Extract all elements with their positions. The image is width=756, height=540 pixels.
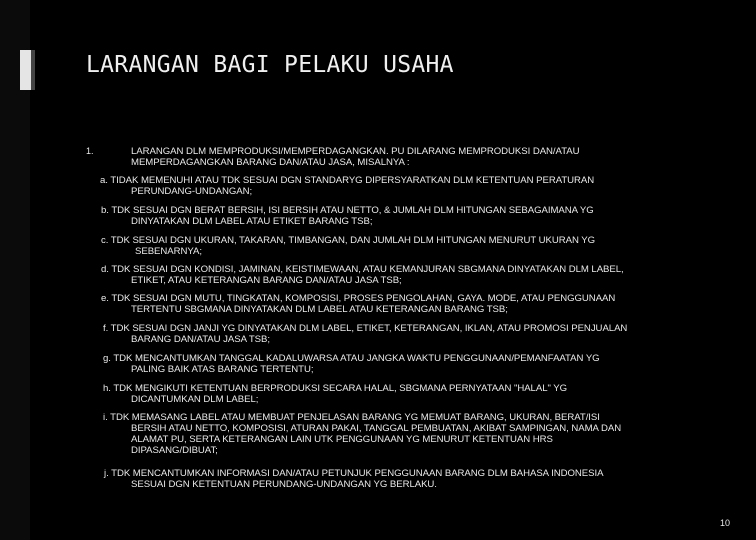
item-h-line: DICANTUMKAN DLM LABEL;	[131, 394, 259, 405]
item-c-line: SEBENARNYA;	[135, 246, 202, 257]
item-e-line: e. TDK SESUAI DGN MUTU, TINGKATAN, KOMPOSISI, PROSES PENGOLAHAN, GAYA. MODE, ATAU PENGGUNAAN	[101, 293, 616, 304]
item-f-line: f. TDK SESUAI DGN JANJI YG DINYATAKAN DLM LABEL, ETIKET, KETERANGAN, IKLAN, ATAU PROMOSI PENJUALAN	[103, 323, 628, 334]
slide-title: LARANGAN BAGI PELAKU USAHA	[86, 52, 454, 78]
item-i-line: ALAMAT PU, SERTA KETERANGAN LAIN UTK PENGGUNAAN YG MENURUT KETENTUAN HRS	[131, 434, 553, 445]
item-f-line: BARANG DAN/ATAU JASA TSB;	[131, 334, 270, 345]
item-b-line: DINYATAKAN DLM LABEL ATAU ETIKET BARANG TSB;	[131, 216, 373, 227]
page-number: 10	[719, 518, 730, 528]
item-i-line: BERSIH ATAU NETTO, KOMPOSISI, ATURAN PAKAI, TANGGAL PEMBUATAN, AKIBAT SAMPINGAN, NAMA DAN	[131, 423, 622, 434]
item-g-line: PALING BAIK ATAS BARANG TERTENTU;	[131, 364, 314, 375]
item-a-line: a. TIDAK MEMENUHI ATAU TDK SESUAI DGN STANDARYG DIPERSYARATKAN DLM KETENTUAN PERATURAN	[100, 175, 595, 186]
item-i-line: DIPASANG/DIBUAT;	[131, 445, 218, 456]
intro-line: LARANGAN DLM MEMPRODUKSI/MEMPERDAGANGKAN. PU DILARANG MEMPRODUKSI DAN/ATAU	[131, 146, 580, 157]
item-e-line: TERTENTU SBGMANA DINYATAKAN DLM LABEL ATAU KETERANGAN BARANG TSB;	[131, 304, 508, 315]
item-d-line: d. TDK SESUAI DGN KONDISI, JAMINAN, KEISTIMEWAAN, ATAU KEMANJURAN SBGMANA DINYATAKAN DLM LABEL,	[101, 264, 624, 275]
item-j-line: SESUAI DGN KETENTUAN PERUNDANG-UNDANGAN YG BERLAKU.	[131, 479, 437, 490]
intro-line: MEMPERDAGANGKAN BARANG DAN/ATAU JASA, MISALNYA :	[131, 157, 410, 168]
item-b-line: b. TDK SESUAI DGN BERAT BERSIH, ISI BERSIH ATAU NETTO, & JUMLAH DLM HITUNGAN SEBAGAIMANA YG	[101, 205, 594, 216]
item-d-line: ETIKET, ATAU KETERANGAN BARANG DAN/ATAU JASA TSB;	[131, 275, 402, 286]
item-g-line: g. TDK MENCANTUMKAN TANGGAL KADALUWARSA ATAU JANGKA WAKTU PENGGUNAAN/PEMANFAATAN YG	[103, 353, 600, 364]
item-j-line: j. TDK MENCANTUMKAN INFORMASI DAN/ATAU PETUNJUK PENGGUNAAN BARANG DLM BAHASA INDONESIA	[104, 468, 604, 479]
item-h-line: h. TDK MENGIKUTI KETENTUAN BERPRODUKSI SECARA HALAL, SBGMANA PERNYATAAN "HALAL" YG	[103, 383, 568, 394]
item-i-line: i. TDK MEMASANG LABEL ATAU MEMBUAT PENJELASAN BARANG YG MEMUAT BARANG, UKURAN, BERAT/ISI	[103, 412, 600, 423]
item-c-line: c. TDK SESUAI DGN UKURAN, TAKARAN, TIMBANGAN, DAN JUMLAH DLM HITUNGAN MENURUT UKURAN YG	[101, 235, 596, 246]
intro-number: 1.	[86, 146, 94, 156]
item-a-line: PERUNDANG-UNDANGAN;	[131, 186, 253, 197]
